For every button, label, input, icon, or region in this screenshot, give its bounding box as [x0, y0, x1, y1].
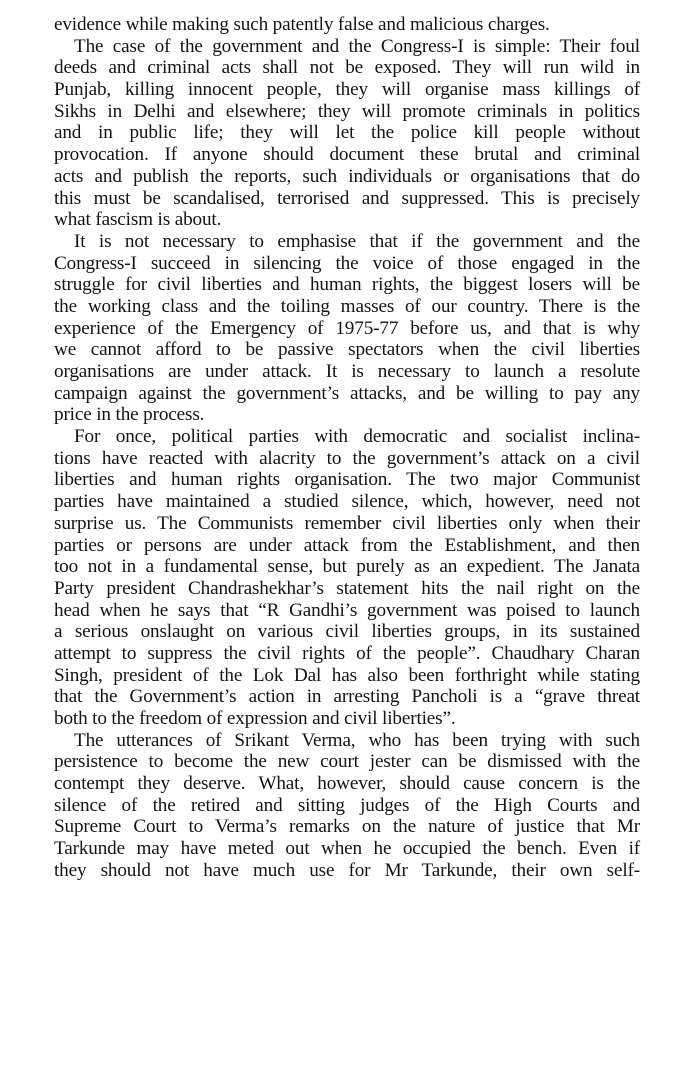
text-line: The utterances of Srikant Verma, who has been trying with such — [74, 729, 640, 751]
text-line: price in the process. — [54, 404, 205, 426]
text-line: provocation. If anyone should document these brutal and criminal — [54, 144, 640, 166]
text-line: tions have reacted with alacrity to the government’s attack on a civil — [54, 447, 640, 469]
text-line: attempt to suppress the civil rights of the people”. Chaudhary Charan — [54, 642, 640, 664]
text-line: parties or persons are under attack from the Establishment, and then — [54, 534, 640, 556]
text-line: deeds and criminal acts shall not be exposed. They will run wild in — [54, 57, 640, 79]
text-line: what fascism is about. — [54, 209, 222, 231]
paragraph — [54, 730, 640, 882]
document-page — [54, 14, 640, 882]
paragraph — [54, 36, 640, 231]
text-line: The case of the government and the Congress-I is simple: Their foul — [74, 35, 640, 57]
text-line: a serious onslaught on various civil liberties groups, in its sustained — [54, 621, 640, 643]
text-line: surprise us. The Communists remember civil liberties only when their — [54, 512, 640, 534]
text-line: silence of the retired and sitting judges of the High Courts and — [54, 794, 640, 816]
text-line: both to the freedom of expression and civil liberties”. — [54, 708, 456, 729]
text-line: they should not have much use for Mr Tarkunde, their own self- — [54, 859, 640, 881]
text-line: Sikhs in Delhi and elsewhere; they will promote criminals in politics — [54, 100, 640, 122]
text-line: struggle for civil liberties and human rights, the biggest losers will be — [54, 274, 640, 296]
text-line: evidence while making such patently false and malicious charges. — [54, 14, 550, 35]
text-line: parties have maintained a studied silence, which, however, need not — [54, 491, 640, 513]
text-line: For once, political parties with democratic and socialist inclina- — [74, 426, 640, 448]
text-line: liberties and human rights organisation. The two major Communist — [54, 469, 640, 491]
text-line: contempt they deserve. What, however, should cause concern is the — [54, 773, 640, 795]
text-line: and in public life; they will let the police kill people without — [54, 122, 640, 144]
paragraph — [54, 14, 640, 36]
text-line: Supreme Court to Verma’s remarks on the nature of justice that Mr — [54, 816, 640, 838]
text-line: persistence to become the new court jester can be dismissed with the — [54, 751, 640, 773]
paragraph — [54, 426, 640, 730]
text-line: campaign against the government’s attacks, and be willing to pay any — [54, 382, 640, 404]
text-line: Tarkunde may have meted out when he occupied the bench. Even if — [54, 838, 640, 860]
text-line: Congress-I succeed in silencing the voice of those engaged in the — [54, 252, 640, 274]
text-line: It is not necessary to emphasise that if the government and the — [74, 230, 640, 252]
text-line: Singh, president of the Lok Dal has also been forthright while stating — [54, 664, 640, 686]
text-line: acts and publish the reports, such individuals or organisations that do — [54, 165, 640, 187]
text-line: too not in a fundamental sense, but purely as an expedient. The Janata — [54, 556, 640, 578]
text-line: Party president Chandrashekhar’s statement hits the nail right on the — [54, 577, 640, 599]
text-line: Punjab, killing innocent people, they will organise mass killings of — [54, 79, 640, 101]
text-line: the working class and the toiling masses of our country. There is the — [54, 295, 640, 317]
text-line: head when he says that “R Gandhi’s government was poised to launch — [54, 599, 640, 621]
text-line: we cannot afford to be passive spectators when the civil liberties — [54, 339, 640, 361]
text-line: experience of the Emergency of 1975-77 before us, and that is why — [54, 317, 640, 339]
text-line: this must be scandalised, terrorised and suppressed. This is precisely — [54, 187, 640, 209]
paragraph — [54, 231, 640, 426]
text-line: organisations are under attack. It is necessary to launch a resolute — [54, 361, 640, 382]
text-line: that the Government’s action in arresting Pancholi is a “grave threat — [54, 686, 640, 708]
